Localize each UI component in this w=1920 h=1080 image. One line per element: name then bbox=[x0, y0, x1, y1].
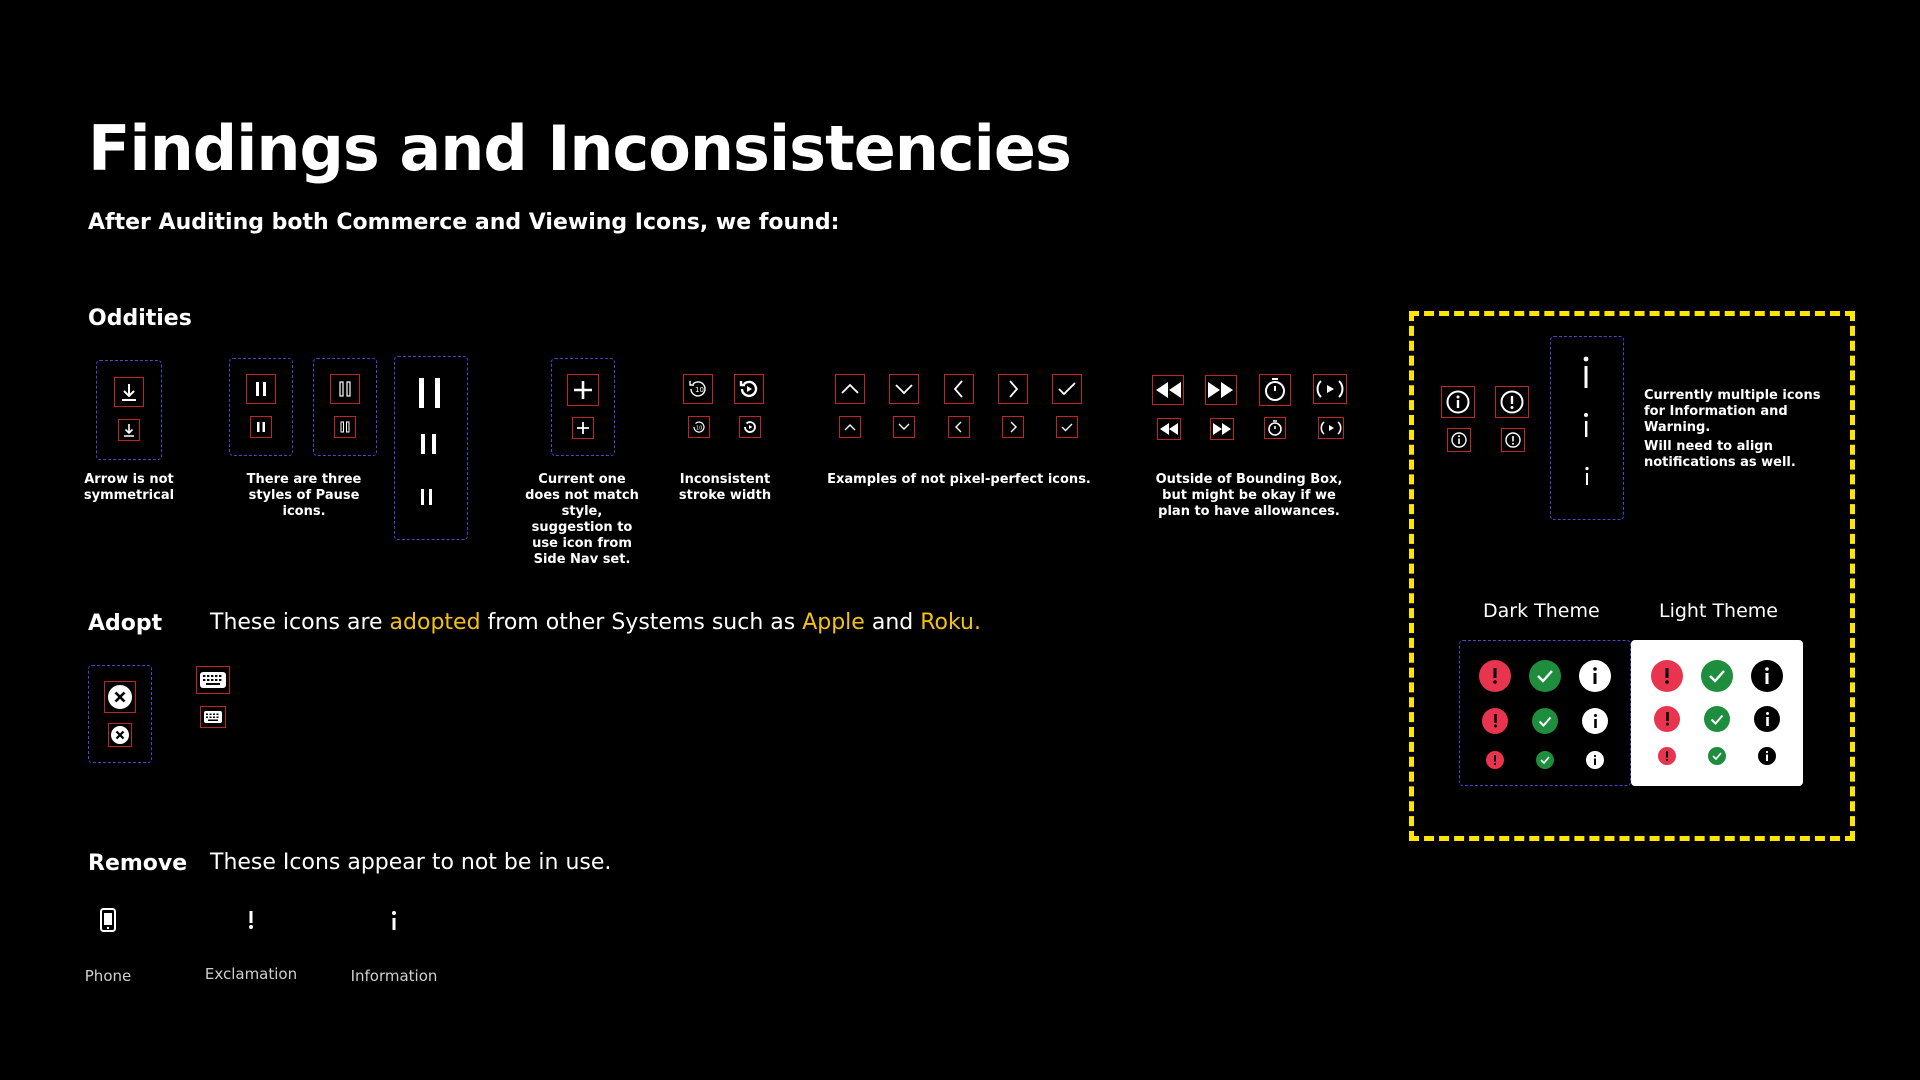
chevron-down-small-icon bbox=[893, 416, 915, 438]
success-medium-icon bbox=[1532, 708, 1558, 734]
error-small-icon-light bbox=[1658, 747, 1676, 765]
info-glyph-medium-icon bbox=[1581, 412, 1591, 442]
plus-icon bbox=[567, 374, 599, 406]
keyboard-small-icon bbox=[200, 706, 226, 728]
pause-large-icon bbox=[415, 376, 445, 414]
replay-play-icon bbox=[734, 374, 764, 404]
warning-outline-icon bbox=[1495, 386, 1529, 418]
arrow-group-frame bbox=[96, 360, 162, 460]
arrow-caption: Arrow is not symmetrical bbox=[83, 472, 175, 503]
success-small-icon bbox=[1536, 751, 1554, 769]
rewind-icon bbox=[1152, 375, 1184, 405]
pause-caption: There are three styles of Pause icons. bbox=[246, 472, 362, 519]
chevron-down-icon bbox=[889, 374, 919, 404]
info-small-icon-light bbox=[1758, 747, 1776, 765]
dark-theme-label: Dark Theme bbox=[1483, 600, 1600, 622]
plus-small-icon bbox=[572, 417, 594, 439]
exclamation-icon bbox=[246, 909, 256, 935]
oddities-heading: Oddities bbox=[88, 306, 192, 331]
pause-outline-small-icon bbox=[334, 416, 356, 438]
chevron-right-small-icon bbox=[1002, 416, 1024, 438]
pause-xsmall-icon bbox=[419, 488, 435, 510]
adopt-close-frame bbox=[88, 665, 152, 763]
info-outline-small-icon bbox=[1447, 428, 1471, 452]
pause-medium-icon bbox=[418, 432, 440, 460]
download-arrow-icon bbox=[114, 377, 144, 407]
replay-play-small-icon bbox=[739, 416, 761, 438]
checkmark-small-icon bbox=[1056, 416, 1078, 438]
fast-forward-icon bbox=[1205, 375, 1237, 405]
success-medium-icon-light bbox=[1704, 706, 1730, 732]
success-icon-light bbox=[1701, 660, 1733, 692]
plus-caption: Current one does not match style, suggestion to use icon from Side Nav set. bbox=[525, 472, 639, 567]
page-subtitle: After Auditing both Commerce and Viewing Icons, we found: bbox=[88, 210, 840, 235]
download-arrow-small-icon bbox=[118, 419, 140, 441]
bounding-caption: Outside of Bounding Box, but might be okay if we plan to have allowances. bbox=[1155, 472, 1343, 519]
info-glyph-small-icon bbox=[1583, 466, 1591, 490]
adopt-heading: Adopt bbox=[88, 611, 163, 636]
information-label: Information bbox=[350, 967, 438, 985]
error-medium-icon-light bbox=[1654, 706, 1680, 732]
error-icon-light bbox=[1651, 660, 1683, 692]
chevron-left-small-icon bbox=[948, 416, 970, 438]
svg-text:10: 10 bbox=[695, 386, 704, 394]
page-title: Findings and Inconsistencies bbox=[88, 112, 1071, 185]
info-medium-icon-light bbox=[1754, 706, 1780, 732]
phone-label: Phone bbox=[84, 967, 132, 985]
error-icon bbox=[1479, 660, 1511, 692]
timer-icon bbox=[1259, 374, 1291, 406]
remove-sentence: These Icons appear to not be in use. bbox=[210, 850, 612, 875]
exclamation-label: Exclamation bbox=[204, 965, 298, 983]
info-glyph-large-icon bbox=[1579, 355, 1593, 393]
pause-small-icon bbox=[250, 416, 272, 438]
chevron-up-icon bbox=[835, 374, 865, 404]
information-icon bbox=[389, 909, 399, 935]
keyboard-icon bbox=[196, 666, 230, 694]
chevron-right-icon bbox=[998, 374, 1028, 404]
info-medium-icon bbox=[1582, 708, 1608, 734]
replay-10-icon bbox=[683, 374, 713, 404]
phone-icon bbox=[98, 907, 118, 937]
remove-heading: Remove bbox=[88, 851, 188, 876]
notification-note-2: Will need to align notifications as well. bbox=[1644, 439, 1796, 470]
error-small-icon bbox=[1486, 751, 1504, 769]
info-small-icon bbox=[1586, 751, 1604, 769]
adopt-sentence: These icons are adopted from other Systems such as Apple and Roku. bbox=[210, 610, 981, 635]
live-broadcast-icon bbox=[1313, 374, 1347, 404]
info-outline-icon bbox=[1441, 386, 1475, 418]
close-circle-icon bbox=[104, 681, 136, 713]
pause-outline-icon bbox=[330, 374, 360, 404]
light-theme-label: Light Theme bbox=[1659, 600, 1778, 622]
live-broadcast-small-icon bbox=[1318, 417, 1344, 439]
timer-small-icon bbox=[1264, 417, 1286, 439]
close-circle-small-icon bbox=[108, 723, 132, 747]
pause-group-frame-2 bbox=[313, 358, 377, 456]
pause-icon bbox=[246, 374, 276, 404]
pixel-caption: Examples of not pixel-perfect icons. bbox=[827, 472, 1091, 487]
notification-note-1: Currently multiple icons for Information and Warning. bbox=[1644, 388, 1821, 435]
replay-10-small-icon bbox=[688, 416, 710, 438]
rewind-small-icon bbox=[1157, 418, 1181, 440]
info-icon-light bbox=[1751, 660, 1783, 692]
info-icon bbox=[1579, 660, 1611, 692]
svg-text:10: 10 bbox=[696, 425, 703, 432]
plus-group-frame bbox=[551, 358, 615, 456]
checkmark-icon bbox=[1052, 374, 1082, 404]
stroke-caption: Inconsistent stroke width bbox=[678, 472, 772, 503]
success-icon bbox=[1529, 660, 1561, 692]
fast-forward-small-icon bbox=[1210, 418, 1234, 440]
pause-group-frame-1 bbox=[229, 358, 293, 456]
error-medium-icon bbox=[1482, 708, 1508, 734]
warning-outline-small-icon bbox=[1501, 428, 1525, 452]
chevron-left-icon bbox=[944, 374, 974, 404]
success-small-icon-light bbox=[1708, 747, 1726, 765]
chevron-up-small-icon bbox=[839, 416, 861, 438]
